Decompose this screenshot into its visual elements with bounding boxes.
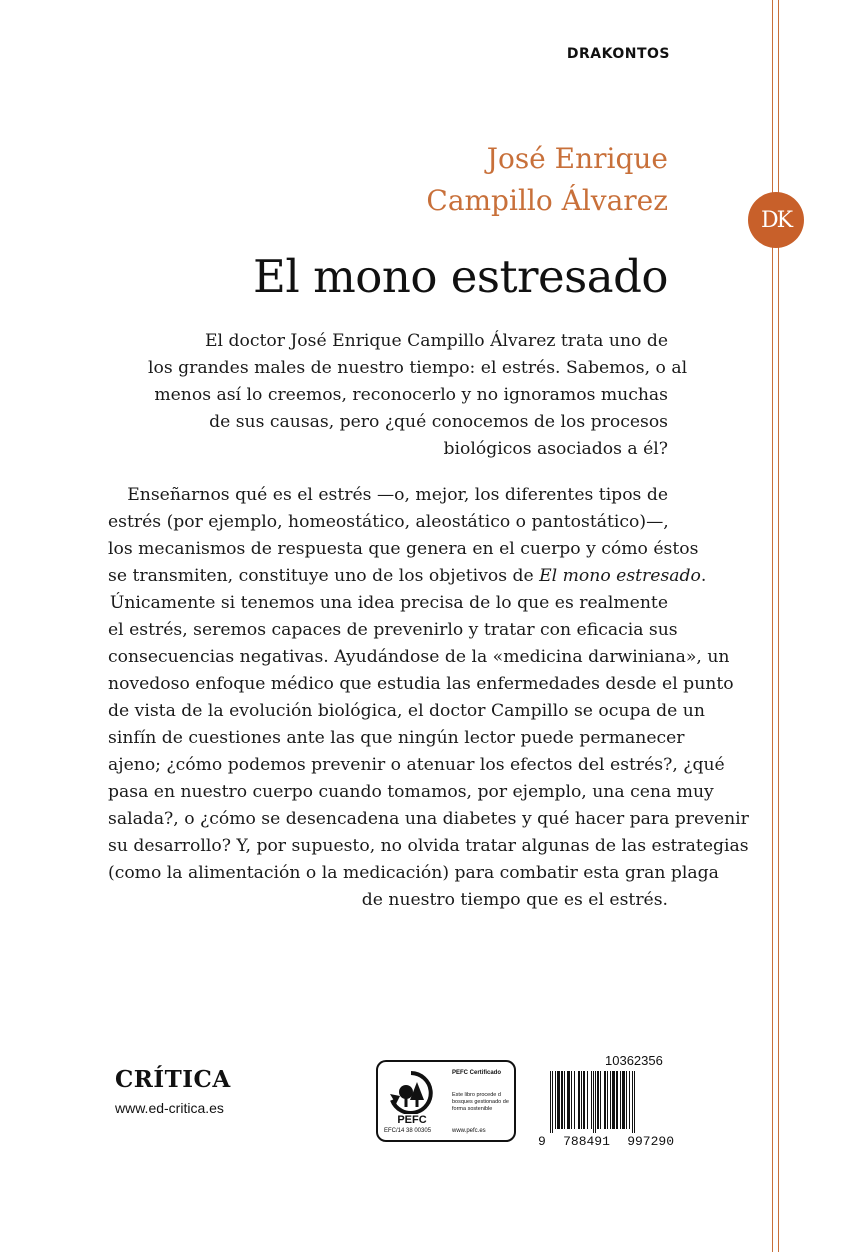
author-line-2: Campillo Álvarez <box>426 184 668 217</box>
text-line-with-italic <box>108 563 707 590</box>
text-line: los grandes males de nuestro tiempo: el estrés. Sabemos, o al <box>148 358 688 378</box>
barcode-bar <box>587 1071 588 1129</box>
text-line: el estrés, seremos capaces de prevenirlo y tratar con eficacia sus <box>108 620 678 640</box>
publisher-url: www.ed-critica.es <box>115 1100 224 1116</box>
text-line: estrés (por ejemplo, homeostático, aleostático o pantostático)—, <box>108 512 669 532</box>
text-line: Únicamente si tenemos una idea precisa de lo que es realmente <box>109 593 668 613</box>
barcode-bar <box>552 1071 553 1133</box>
text-line: ajeno; ¿cómo podemos prevenir o atenuar los efectos del estrés?, ¿qué <box>108 755 725 775</box>
barcode-bar <box>583 1071 585 1129</box>
pefc-tree-icon <box>386 1070 436 1114</box>
barcode-bar <box>626 1071 627 1129</box>
text-line: (como la alimentación o la medicación) para combatir esta gran plaga <box>108 863 719 883</box>
text-line: consecuencias negativas. Ayudándose de la «medicina darwiniana», un <box>108 647 730 667</box>
barcode-bar <box>607 1071 608 1129</box>
barcode-bar <box>629 1071 630 1129</box>
author-line-1: José Enrique <box>486 142 668 175</box>
italic-book-title: El mono estresado <box>539 566 701 586</box>
pefc-website: www.pefc.es <box>452 1128 486 1134</box>
text-line: de nuestro tiempo que es el estrés. <box>361 890 668 910</box>
book-title: El mono estresado <box>253 250 668 303</box>
text-line: menos así lo creemos, reconocerlo y no ignoramos muchas <box>154 385 668 405</box>
barcode-bar <box>595 1071 596 1133</box>
series-name: DRAKONTOS <box>566 46 670 62</box>
isbn-digits <box>538 1134 674 1149</box>
text-line: novedoso enfoque médico que estudia las enfermedades desde el punto <box>108 674 734 694</box>
barcode-bar <box>604 1071 606 1129</box>
barcode-bar <box>564 1071 565 1129</box>
dk-badge: DK <box>748 192 804 248</box>
barcode-bar <box>593 1071 594 1133</box>
synopsis-paragraph-1 <box>148 328 688 463</box>
vertical-rule-left <box>772 0 773 1252</box>
barcode-bar <box>581 1071 582 1129</box>
text-line: biológicos asociados a él? <box>443 439 668 459</box>
barcode-bar <box>600 1071 601 1129</box>
isbn-digit-group: 997290 <box>627 1134 674 1149</box>
barcode-bar <box>561 1071 563 1129</box>
product-code: 10362356 <box>605 1053 663 1068</box>
barcode-bar <box>634 1071 635 1133</box>
pefc-certification-box <box>376 1060 516 1142</box>
text-line: su desarrollo? Y, por supuesto, no olvida tratar algunas de las estrategias <box>108 836 749 856</box>
text-line: Enseñarnos qué es el estrés —o, mejor, los diferentes tipos de <box>127 485 668 505</box>
text-line: sinfín de cuestiones ante las que ningún lector puede permanecer <box>108 728 685 748</box>
barcode-bar <box>550 1071 551 1133</box>
vertical-rule-right <box>778 0 779 1252</box>
barcode-bar <box>557 1071 560 1129</box>
barcode-bar <box>555 1071 556 1129</box>
text-line: El doctor José Enrique Campillo Álvarez trata uno de <box>204 331 668 351</box>
barcode-bar <box>616 1071 618 1129</box>
text-line: de sus causas, pero ¿qué conocemos de los procesos <box>209 412 668 432</box>
text-segment: . <box>700 566 707 586</box>
text-line: salada?, o ¿cómo se desencadena una diabetes y qué hacer para prevenir <box>108 809 749 829</box>
pefc-description: Este libro procede d bosques gestionado de forma sostenible <box>452 1092 509 1112</box>
pefc-code: EFC/14 38 00305 <box>384 1128 432 1134</box>
barcode-bar <box>610 1071 611 1129</box>
barcode-bar <box>620 1071 621 1129</box>
isbn-digit-group: 788491 <box>563 1134 610 1149</box>
barcode-bar <box>567 1071 570 1129</box>
pefc-wordmark: PEFC <box>397 1114 427 1126</box>
text-line: los mecanismos de respuesta que genera en el cuerpo y cómo éstos <box>108 539 699 559</box>
publisher-logo: CRÍTICA <box>115 1066 231 1093</box>
barcode-bar <box>578 1071 580 1129</box>
pefc-certified-label: PEFC Certificado <box>452 1070 502 1076</box>
barcode-bar <box>622 1071 625 1129</box>
text-line: de vista de la evolución biológica, el doctor Campillo se ocupa de un <box>108 701 705 721</box>
text-line: pasa en nuestro cuerpo cuando tomamos, por ejemplo, una cena muy <box>108 782 714 802</box>
barcode-bar <box>571 1071 572 1129</box>
isbn-digit-group: 9 <box>538 1134 546 1149</box>
barcode-bar <box>612 1071 615 1129</box>
barcode-bar <box>632 1071 633 1133</box>
barcode-bar <box>597 1071 599 1129</box>
barcode-bar <box>591 1071 592 1129</box>
barcode-bar <box>574 1071 575 1129</box>
text-segment: se transmiten, constituye uno de los objetivos de <box>108 566 540 586</box>
isbn-barcode <box>548 1071 672 1133</box>
synopsis-paragraph-2 <box>108 482 749 914</box>
